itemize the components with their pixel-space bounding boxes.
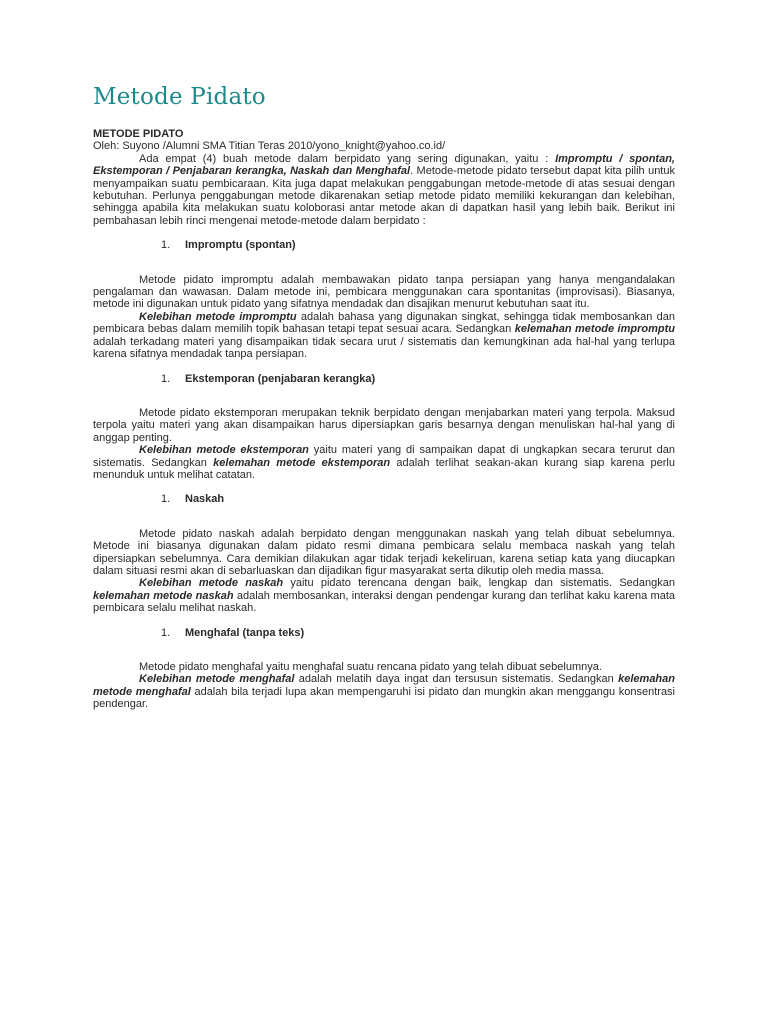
section-heading-impromptu: 1. Impromptu (spontan)	[161, 239, 296, 252]
section-pros-cons: Kelebihan metode menghafal adalah melatih daya ingat dan tersusun sistematis. Sedangkan kelemahan metode menghafal adalah bila terjadi lupa akan mempengaruhi isi pidato dan mungkin akan menggangu konsentrasi pendengar.	[93, 673, 675, 711]
section-paragraph: Metode pidato impromptu adalah membawakan pidato tanpa persiapan yang hanya mengandalakan pengalaman dan wawasan. Dalam metode ini, pembicara menggunakan cara spontanitas (improvisasi). Biasanya, metode ini digunakan untuk pidato yang sifatnya mendadak dan disajikan menurut kebutuhan saat itu.	[93, 273, 675, 311]
author-byline: Oleh: Suyono /Alumni SMA Titian Teras 2010/yono_knight@yahoo.co.id/	[93, 140, 446, 153]
intro-paragraph: Ada empat (4) buah metode dalam berpidato yang sering digunakan, yaitu : Impromptu / spontan, Ekstemporan / Penjabaran kerangka, Naskah dan Menghafal. Metode-metode pidato tersebut dapat kita pilih untuk menyampaikan suatu pembicaraan. Kita juga dapat melakukan penggabungan metode-metode di atas sesuai dengan kebutuhan. Perlunya penggabungan metode dikarenakan setiap metode pidato memiliki kekurangan dan kelebihan, sehingga apabila kita melakukan suatu koloborasi antar metode akan di dapatkan hasil yang lebih baik. Berikut ini pembahasan lebih rinci mengenai metode-metode dalam berpidato :	[93, 152, 675, 227]
section-pros-cons: Kelebihan metode impromptu adalah bahasa yang digunakan singkat, sehingga tidak membosankan dan pembicara bebas dalam memilih topik bahasan tetapi tepat sesuai acara. Sedangkan kelemahan metode impromptu adalah terkadang materi yang disampaikan tidak secara urut / sistematis dan kemungkinan ada hal-hal yang terlupa karena sifatnya mendadak tanpa persiapan.	[93, 310, 675, 361]
section-paragraph: Metode pidato menghafal yaitu menghafal suatu rencana pidato yang telah dibuat sebelumnya.	[139, 661, 602, 673]
section-pros-cons: Kelebihan metode naskah yaitu pidato terencana dengan baik, lengkap dan sistematis. Sedangkan kelemahan metode naskah adalah membosankan, interaksi dengan pendengar kurang dan terlihat kaku karena mata pembicara selalu melihat naskah.	[93, 577, 675, 615]
section-heading-naskah: 1. Naskah	[161, 493, 225, 506]
section-heading-menghafal: 1. Menghafal (tanpa teks)	[161, 626, 305, 639]
section-paragraph: Metode pidato naskah adalah berpidato dengan menggunakan naskah yang telah dibuat sebelumnya. Metode ini biasanya digunakan dalam pidato resmi dimana pembicara selalu membaca naskah yang telah dipersiapkan sebelumnya. Cara demikian dilakukan agar tidak terjadi kekeliruan, karena setiap kata yang diucapkan dalam situasi resmi akan di sebarluaskan dan dijadikan figur masyarakat serta dikutip oleh media massa.	[93, 527, 675, 577]
method-list: Impromptu / spontan, Ekstemporan / Penjabaran kerangka, Naskah dan Menghafal	[93, 152, 675, 178]
section-heading-ekstemporan: 1. Ekstemporan (penjabaran kerangka)	[161, 372, 376, 385]
section-paragraph: Metode pidato ekstemporan merupakan teknik berpidato dengan menjabarkan materi yang terpola. Maksud terpola yaitu materi yang akan disampaikan harus dipersiapkan garis besarnya dengan menuliskan hal-hal yang di anggap penting.	[93, 406, 675, 444]
article-heading: METODE PIDATO	[93, 128, 184, 140]
document-body	[93, 128, 675, 711]
section-pros-cons: Kelebihan metode ekstemporan yaitu materi yang di sampaikan dapat di ungkapkan secara terurut dan sistematis. Sedangkan kelemahan metode ekstemporan adalah terlihat seakan-akan kurang siap karena perlu menunduk untuk melihat catatan.	[93, 444, 675, 481]
document-title: Metode Pidato	[93, 84, 266, 110]
